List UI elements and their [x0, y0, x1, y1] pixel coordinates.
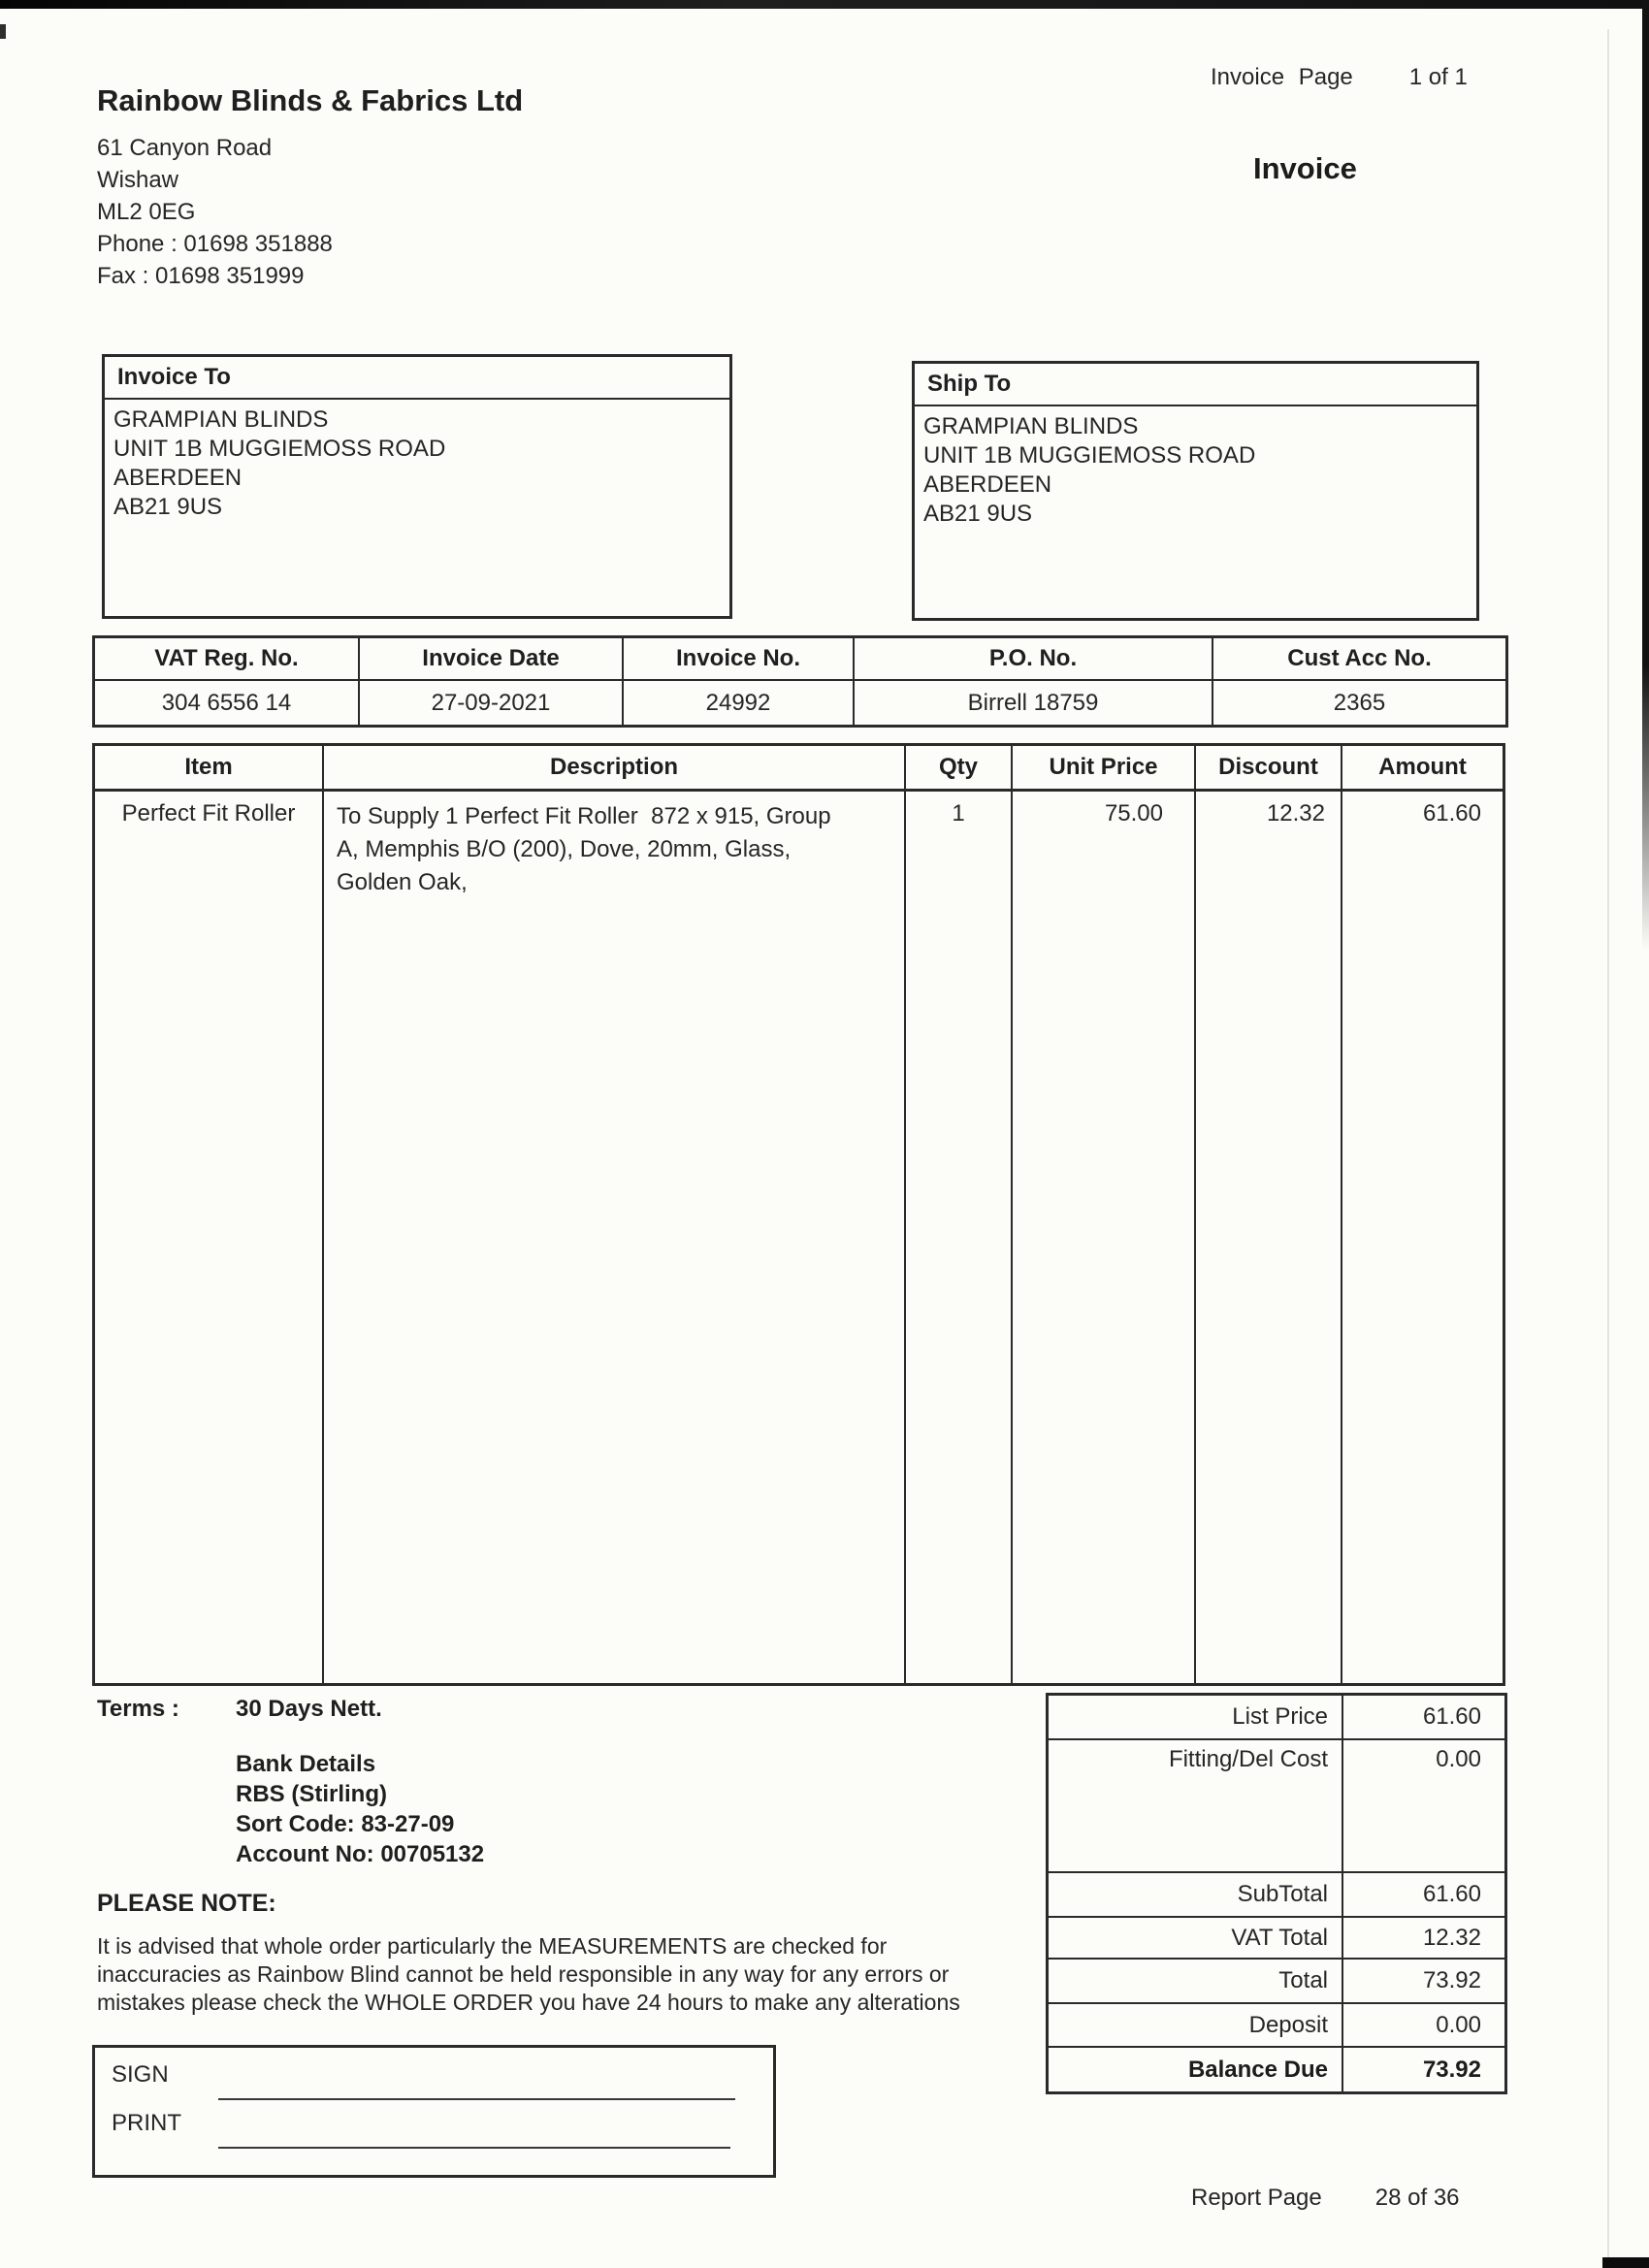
- please-note-body: [97, 1932, 960, 2017]
- ship-to-line: ABERDEEN: [923, 471, 1052, 498]
- totals-label: SubTotal: [1237, 1881, 1328, 1907]
- items-body-row: [95, 792, 1503, 1683]
- item-description-cell: [324, 792, 906, 1683]
- totals-table: [1046, 1693, 1507, 2094]
- invoice-to-line: GRAMPIAN BLINDS: [113, 406, 329, 433]
- meta-value-row: [95, 681, 1505, 725]
- invoice-to-address: [105, 400, 729, 522]
- item-unit-price-cell: 75.00: [1013, 792, 1196, 1683]
- totals-row-balance-due: [1049, 2048, 1504, 2091]
- terms-value: 30 Days Nett.: [236, 1696, 382, 1722]
- bank-details: [236, 1749, 484, 1869]
- totals-value: 61.60: [1342, 1696, 1504, 1738]
- company-address: [97, 132, 333, 292]
- company-phone: Phone : 01698 351888: [97, 231, 333, 257]
- company-address-line: 61 Canyon Road: [97, 135, 273, 161]
- totals-value: 61.60: [1342, 1873, 1504, 1916]
- totals-value: 73.92: [1342, 1960, 1504, 2002]
- report-page-label: Report Page: [1191, 2185, 1322, 2211]
- invoice-page-ref: [1211, 64, 1468, 91]
- totals-label: Balance Due: [1187, 2056, 1328, 2083]
- scan-artifact-page-edge: [1607, 29, 1609, 2260]
- ship-to-header: Ship To: [915, 364, 1476, 406]
- invoice-to-line: ABERDEEN: [113, 465, 242, 491]
- item-name-cell: Perfect Fit Roller: [95, 792, 324, 1683]
- ship-to-line: GRAMPIAN BLINDS: [923, 413, 1139, 439]
- scan-artifact-left-tick: [0, 24, 6, 39]
- totals-row-fitting-del-cost: [1049, 1740, 1504, 1873]
- items-header-row: [95, 746, 1503, 792]
- scan-artifact-corner: [1602, 2257, 1649, 2268]
- totals-label: Deposit: [1248, 2011, 1328, 2038]
- invoice-to-box: [102, 354, 732, 619]
- meta-header-po-no: P.O. No.: [855, 638, 1213, 679]
- items-header-amount: Amount: [1378, 754, 1467, 780]
- sign-label: SIGN: [112, 2061, 169, 2088]
- bank-details-title: Bank Details: [236, 1751, 376, 1777]
- bank-sort-code: Sort Code: 83-27-09: [236, 1811, 455, 1837]
- totals-value: 12.32: [1342, 1918, 1504, 1958]
- items-header-discount: Discount: [1196, 746, 1342, 789]
- meta-header-vat-reg: VAT Reg. No.: [95, 638, 360, 679]
- invoice-to-line: AB21 9US: [113, 494, 223, 520]
- scan-artifact-top-edge: [0, 0, 1649, 9]
- totals-row-total: [1049, 1960, 1504, 2004]
- please-note-line: inaccuracies as Rainbow Blind cannot be held responsible in any way for any errors or: [97, 1961, 950, 1987]
- ship-to-address: [915, 406, 1476, 529]
- report-page-value: 28 of 36: [1374, 2185, 1460, 2211]
- item-qty-cell: 1: [906, 792, 1013, 1683]
- company-address-line: Wishaw: [97, 167, 179, 193]
- line-items-table: [92, 743, 1505, 1686]
- please-note-line: mistakes please check the WHOLE ORDER you have 24 hours to make any alterations: [97, 1990, 960, 2015]
- invoice-page-label: Invoice Page: [1211, 64, 1353, 90]
- bank-name: RBS (Stirling): [236, 1781, 387, 1807]
- meta-header-row: [95, 638, 1505, 681]
- item-discount-cell: 12.32: [1196, 792, 1342, 1683]
- report-page-ref: [1191, 2185, 1460, 2212]
- meta-value-invoice-no: 24992: [624, 681, 855, 725]
- meta-header-cust-acc: Cust Acc No.: [1287, 645, 1432, 671]
- item-description-line: A, Memphis B/O (200), Dove, 20mm, Glass,: [337, 836, 792, 862]
- meta-header-invoice-date: Invoice Date: [360, 638, 624, 679]
- meta-value-invoice-date: 27-09-2021: [360, 681, 624, 725]
- meta-value-cust-acc: 2365: [1333, 689, 1386, 716]
- please-note-title: PLEASE NOTE:: [97, 1890, 276, 1917]
- items-header-unit-price: Unit Price: [1013, 746, 1196, 789]
- meta-value-po-no: Birrell 18759: [855, 681, 1213, 725]
- scan-artifact-right-edge: [1642, 0, 1649, 951]
- invoice-meta-table: [92, 635, 1508, 728]
- item-description-line: Golden Oak,: [337, 869, 468, 895]
- totals-label: Fitting/Del Cost: [1168, 1746, 1328, 1772]
- document-title: Invoice: [1253, 151, 1357, 185]
- ship-to-line: AB21 9US: [923, 501, 1033, 527]
- please-note-line: It is advised that whole order particularly the MEASUREMENTS are checked for: [97, 1933, 888, 1959]
- totals-value: 0.00: [1342, 1740, 1504, 1871]
- company-fax: Fax : 01698 351999: [97, 263, 305, 289]
- terms-label: Terms :: [97, 1696, 179, 1722]
- ship-to-line: UNIT 1B MUGGIEMOSS ROAD: [923, 442, 1256, 469]
- print-label: PRINT: [112, 2110, 181, 2136]
- totals-row-subtotal: [1049, 1873, 1504, 1918]
- items-header-description: Description: [324, 746, 906, 789]
- totals-value: 73.92: [1342, 2048, 1504, 2091]
- items-header-qty: Qty: [906, 746, 1013, 789]
- meta-header-invoice-no: Invoice No.: [624, 638, 855, 679]
- totals-value: 0.00: [1342, 2004, 1504, 2046]
- totals-row-list-price: [1049, 1696, 1504, 1740]
- invoice-to-line: UNIT 1B MUGGIEMOSS ROAD: [113, 436, 446, 462]
- bank-account-no: Account No: 00705132: [236, 1841, 485, 1867]
- totals-label: Total: [1278, 1967, 1328, 1993]
- sign-line: [218, 2098, 735, 2100]
- invoice-to-header: Invoice To: [105, 357, 729, 400]
- item-amount-cell: 61.60: [1422, 800, 1481, 826]
- totals-row-deposit: [1049, 2004, 1504, 2048]
- totals-label: List Price: [1232, 1703, 1328, 1730]
- invoice-page-value: 1 of 1: [1408, 64, 1468, 90]
- item-description-line: To Supply 1 Perfect Fit Roller 872 x 915, Group: [337, 803, 831, 829]
- ship-to-box: [912, 361, 1479, 621]
- company-name: Rainbow Blinds & Fabrics Ltd: [97, 83, 524, 117]
- totals-label: VAT Total: [1231, 1924, 1328, 1951]
- totals-row-vat-total: [1049, 1918, 1504, 1960]
- signature-box: [92, 2045, 776, 2178]
- items-header-item: Item: [95, 746, 324, 789]
- print-line: [218, 2147, 730, 2149]
- company-address-line: ML2 0EG: [97, 199, 196, 225]
- meta-value-vat-reg: 304 6556 14: [95, 681, 360, 725]
